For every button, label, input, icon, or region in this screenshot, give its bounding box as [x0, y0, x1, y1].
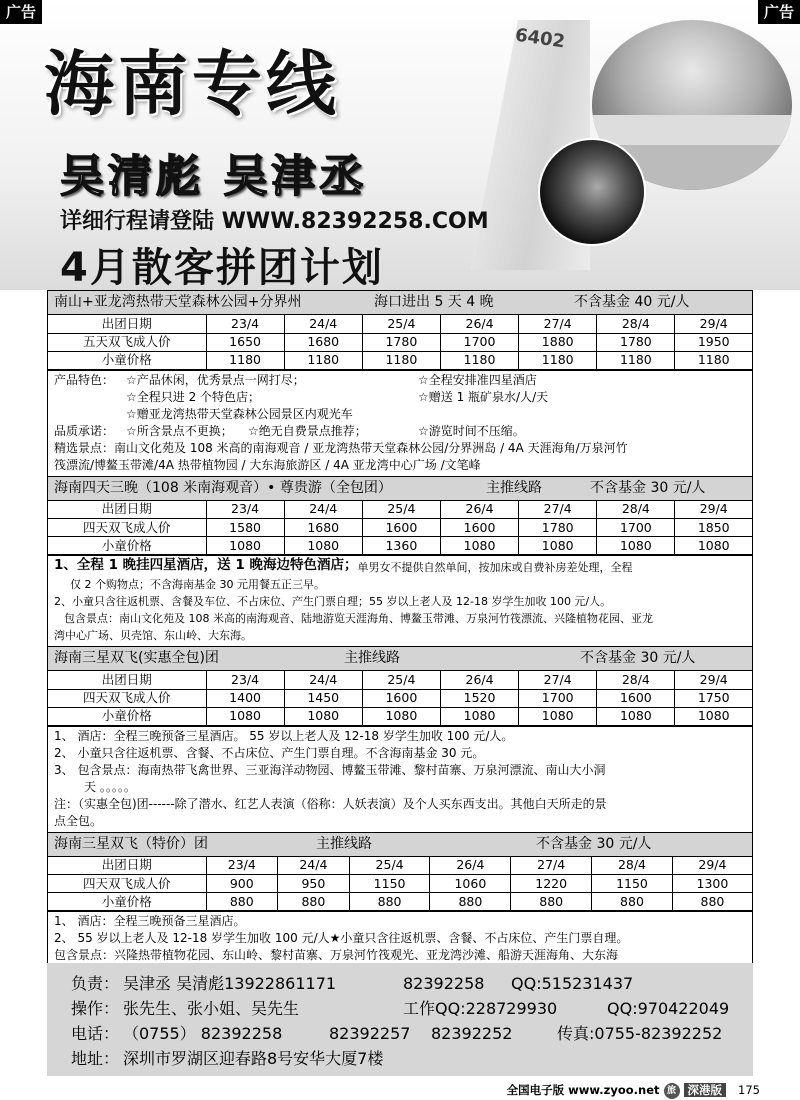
price-cell: 1520	[440, 689, 518, 707]
ad-label-left: 广告	[0, 0, 42, 24]
price-cell: 1080	[206, 537, 284, 555]
page-title: 海南专线	[44, 43, 340, 125]
route-block	[47, 647, 753, 833]
price-cell: 1180	[440, 351, 518, 369]
header-banner	[0, 0, 800, 290]
price-cell: 900	[206, 875, 278, 893]
price-cell: 1650	[206, 333, 284, 351]
route-tag: 主推线路	[486, 479, 542, 496]
price-cell: 1950	[675, 333, 752, 351]
note-line: 单男女不提供自然单间，按加床或自费补房差处理，全程	[357, 561, 633, 574]
route-title: 海南四天三晚（108 米南海观音）• 尊贵游（全包团）	[54, 479, 392, 496]
note-line: 注：（实惠全包)团------除了潜水、红艺人表演（俗称：人妖表演）及个人买东西支出。其他白天所走的景	[54, 796, 607, 811]
promise-label: 品质承诺：	[54, 423, 115, 438]
route-block	[47, 290, 753, 477]
price-cell: 880	[206, 893, 278, 911]
promise-item: ☆所含景点不更换；	[126, 423, 233, 438]
date-cell: 28/4	[592, 857, 673, 875]
contact-address-line	[71, 1046, 753, 1071]
page-number: 175	[738, 1083, 760, 1097]
child-label: 小童价格	[48, 893, 206, 911]
child-label: 小童价格	[48, 707, 206, 725]
child-price-row	[48, 707, 752, 725]
price-cell: 880	[672, 893, 752, 911]
price-cell: 1080	[440, 537, 518, 555]
price-cell: 1220	[511, 875, 592, 893]
date-cell: 25/4	[349, 857, 430, 875]
route-block	[47, 477, 753, 648]
price-cell: 1880	[519, 333, 597, 351]
dates-row	[48, 857, 752, 875]
ad-label-right: 广告	[758, 0, 800, 24]
price-cell: 1780	[597, 333, 675, 351]
price-cell: 1080	[597, 537, 675, 555]
price-cell: 1180	[362, 351, 440, 369]
dates-label: 出团日期	[48, 857, 206, 875]
dates-row	[48, 501, 752, 519]
plan-heading: 4月散客拼团计划	[60, 245, 384, 290]
dates-row	[48, 671, 752, 689]
manager-value: 吴津丞 吴清彪13922861171	[123, 974, 337, 993]
dates-label: 出团日期	[48, 315, 206, 333]
date-cell: 29/4	[675, 671, 752, 689]
note-line: 天 。。。。。	[84, 779, 136, 794]
date-cell: 29/4	[675, 315, 752, 333]
spots-line: 精选景点：南山文化苑及 108 米高的南海观音 / 亚龙湾热带天堂森林公园/分界洲岛 / 4A 天涯海角/万泉河竹	[54, 440, 628, 455]
price-cell: 1080	[206, 707, 284, 725]
phone-value: 82392252	[431, 1024, 513, 1043]
publisher-logo-icon: 旅	[664, 1083, 680, 1099]
price-cell: 1180	[597, 351, 675, 369]
note-line: 包含景点：兴隆热带植物花园、东山岭、黎村苗寨、万泉河竹筏观光、亚龙湾沙滩、船游天涯海角、大东海	[54, 948, 619, 962]
feature-item: ☆全程只进 2 个特色店；	[126, 389, 261, 404]
feature-item: ☆产品休闲，优秀景点一网打尽；	[126, 372, 305, 387]
routes-section	[47, 290, 753, 984]
operator-label: 操作：	[71, 999, 120, 1018]
feature-label: 产品特色：	[54, 372, 115, 387]
note-line: 包含景点：南山文化苑及 108 米高的南海观音、陆地游览天涯海角、博鳌玉带滩、万泉河竹筏漂流、兴隆植物花园、亚龙	[64, 612, 653, 625]
note-line: 1、 酒店：全程三晚预备三星酒店。 55 岁以上老人及 12-18 岁学生加收 100 元/人。	[54, 728, 514, 743]
price-cell: 1080	[284, 537, 362, 555]
contact-manager-line	[71, 971, 753, 996]
date-cell: 25/4	[362, 671, 440, 689]
note-line: 点全包。	[54, 813, 103, 828]
price-cell: 950	[278, 875, 350, 893]
manager-phone: 82392258	[403, 974, 485, 993]
date-cell: 29/4	[672, 857, 752, 875]
price-cell: 880	[592, 893, 673, 911]
price-cell: 1360	[362, 537, 440, 555]
route-header	[48, 477, 752, 501]
work-qq: 工作QQ:228729930	[403, 999, 558, 1018]
price-cell: 1080	[519, 707, 597, 725]
price-cell: 880	[278, 893, 350, 911]
note-line: 2、 55 岁以上老人及 12-18 岁学生加收 100 元/人★小童只含往返机票、含餐、不占床位、产生门票自理。	[54, 931, 629, 945]
price-cell: 1750	[675, 689, 752, 707]
route-notes	[48, 726, 752, 832]
feature-item: ☆赠亚龙湾热带天堂森林公园景区内观光车	[126, 406, 353, 421]
feature-item: ☆全程安排准四星酒店	[418, 372, 537, 387]
date-cell: 23/4	[206, 857, 278, 875]
adult-label: 四天双飞成人价	[48, 875, 206, 893]
phone-label: 电话：	[71, 1024, 120, 1043]
contact-panel	[47, 963, 753, 1076]
footer-site[interactable]: 全国电子版 www.zyoo.net	[506, 1083, 660, 1097]
route-fee: 不含基金 40 元/人	[574, 294, 690, 310]
note-line: 1、全程 1 晚挂四星酒店，送 1 晚海边特色酒店；	[54, 557, 358, 573]
price-cell: 1700	[440, 333, 518, 351]
price-cell: 1080	[675, 537, 752, 555]
price-table	[48, 315, 752, 370]
route-header	[48, 833, 752, 857]
date-cell: 24/4	[284, 315, 362, 333]
child-price-row	[48, 351, 752, 369]
address-value: 深圳市罗湖区迎春路8号安华大厦7楼	[123, 1049, 384, 1068]
page-footer	[0, 1080, 800, 1100]
route-title: 南山+亚龙湾热带天堂森林公园+分界州	[54, 294, 302, 310]
price-table	[48, 501, 752, 556]
date-cell: 24/4	[284, 671, 362, 689]
route-block	[47, 833, 753, 985]
date-cell: 28/4	[597, 501, 675, 519]
route-notes	[48, 555, 752, 646]
date-cell: 27/4	[519, 315, 597, 333]
date-cell: 23/4	[206, 315, 284, 333]
dates-label: 出团日期	[48, 501, 206, 519]
route-fee: 不含基金 30 元/人	[536, 835, 652, 852]
dancer-photo	[538, 138, 646, 246]
route-tag: 主推线路	[316, 835, 372, 852]
price-cell: 1180	[206, 351, 284, 369]
date-cell: 27/4	[519, 501, 597, 519]
child-price-row	[48, 893, 752, 911]
price-cell: 1400	[206, 689, 284, 707]
price-cell: 1580	[206, 519, 284, 537]
agent-names: 吴清彪 吴津丞	[60, 151, 368, 202]
manager-label: 负责：	[71, 974, 120, 993]
price-cell: 1080	[519, 537, 597, 555]
edition-label: 深港版	[684, 1083, 727, 1097]
adult-price-row	[48, 333, 752, 351]
price-cell: 1080	[675, 707, 752, 725]
price-cell: 1600	[597, 689, 675, 707]
date-cell: 26/4	[440, 671, 518, 689]
price-cell: 1450	[284, 689, 362, 707]
price-cell: 880	[349, 893, 430, 911]
route-header	[48, 291, 752, 315]
child-label: 小童价格	[48, 537, 206, 555]
date-cell: 26/4	[440, 315, 518, 333]
promise-item: ☆游览时间不压缩。	[418, 423, 525, 438]
spots-line: 筏漂流/博鳌玉带滩/4A 热带植物园 / 大东海旅游区 / 4A 亚龙湾中心广场 /文笔峰	[54, 457, 481, 472]
price-cell: 1300	[672, 875, 752, 893]
dates-row	[48, 315, 752, 333]
price-cell: 1680	[284, 333, 362, 351]
price-cell: 1150	[349, 875, 430, 893]
promise-item: ☆绝无自费景点推荐；	[248, 423, 367, 438]
date-cell: 28/4	[597, 671, 675, 689]
date-cell: 26/4	[440, 501, 518, 519]
note-line: 3、 包含景点：海南热带飞禽世界、三亚海洋动物园、博鳌玉带滩、黎村苗寨、万泉河漂流、南山大小洞	[54, 762, 606, 777]
date-cell: 25/4	[362, 315, 440, 333]
date-cell: 28/4	[597, 315, 675, 333]
adult-label: 四天双飞成人价	[48, 519, 206, 537]
child-label: 小童价格	[48, 351, 206, 369]
route-header	[48, 647, 752, 671]
date-cell: 24/4	[278, 857, 350, 875]
price-table	[48, 857, 752, 912]
price-cell: 1600	[362, 519, 440, 537]
price-cell: 1780	[362, 333, 440, 351]
date-cell: 29/4	[675, 501, 752, 519]
date-cell: 26/4	[430, 857, 511, 875]
adult-price-row	[48, 519, 752, 537]
note-line: 仅 2 个购物点；不含海南基金 30 元用餐五正三早。	[70, 578, 325, 591]
route-fee: 不含基金 30 元/人	[580, 650, 696, 666]
date-cell: 23/4	[206, 671, 284, 689]
sail-number: 6402	[513, 24, 567, 53]
price-cell: 1080	[284, 707, 362, 725]
dates-label: 出团日期	[48, 671, 206, 689]
route-notes	[48, 370, 752, 476]
contact-operator-line	[71, 996, 753, 1021]
date-cell: 23/4	[206, 501, 284, 519]
price-cell: 1700	[519, 689, 597, 707]
price-cell: 1080	[362, 707, 440, 725]
route-title: 海南三星双飞(实惠全包)团	[54, 650, 219, 666]
address-label: 地址：	[71, 1049, 120, 1068]
note-line: 2、小童只含往返机票、含餐及车位、不占床位、产生门票自理；55 岁以上老人及 12-18 岁学生加收 100 元/人。	[54, 595, 612, 608]
price-cell: 1080	[440, 707, 518, 725]
price-cell: 1180	[519, 351, 597, 369]
child-price-row	[48, 537, 752, 555]
adult-price-row	[48, 875, 752, 893]
price-cell: 1150	[592, 875, 673, 893]
price-cell: 1850	[675, 519, 752, 537]
price-cell: 1060	[430, 875, 511, 893]
note-line: 湾中心广场、贝壳馆、东山岭、大东海。	[54, 629, 252, 642]
date-cell: 25/4	[362, 501, 440, 519]
date-cell: 27/4	[519, 671, 597, 689]
price-cell: 1080	[597, 707, 675, 725]
price-cell: 1600	[362, 689, 440, 707]
price-cell: 1600	[440, 519, 518, 537]
contact-phone-line	[71, 1021, 753, 1046]
price-cell: 880	[511, 893, 592, 911]
price-cell: 1180	[675, 351, 752, 369]
route-tag: 海口进出 5 天 4 晚	[374, 294, 494, 310]
price-cell: 1180	[284, 351, 362, 369]
price-table	[48, 671, 752, 726]
route-title: 海南三星双飞（特价）团	[54, 835, 208, 852]
adult-label: 四天双飞成人价	[48, 689, 206, 707]
feature-item: ☆赠送 1 瓶矿泉水/人/天	[418, 389, 549, 404]
route-fee: 不含基金 30 元/人	[590, 479, 706, 496]
website-link[interactable]: 详细行程请登陆 WWW.82392258.COM	[60, 209, 489, 234]
adult-price-row	[48, 689, 752, 707]
route-tag: 主推线路	[344, 650, 400, 666]
fax-value: 传真:0755-82392252	[557, 1024, 723, 1043]
phone-value: （0755） 82392258	[123, 1024, 283, 1043]
adult-label: 五天双飞成人价	[48, 333, 206, 351]
price-cell: 1700	[597, 519, 675, 537]
price-cell: 1680	[284, 519, 362, 537]
qq-value: QQ:515231437	[511, 974, 634, 993]
operator-value: 张先生、张小姐、吴先生	[123, 999, 300, 1018]
date-cell: 27/4	[511, 857, 592, 875]
note-line: 2、 小童只含往返机票、含餐、不占床位、产生门票自理。不含海南基金 30 元。	[54, 745, 485, 760]
phone-value: 82392257	[329, 1024, 411, 1043]
date-cell: 24/4	[284, 501, 362, 519]
price-cell: 880	[430, 893, 511, 911]
price-cell: 1780	[519, 519, 597, 537]
note-line: 1、 酒店：全程三晚预备三星酒店。	[54, 914, 246, 928]
qq-value: QQ:970422049	[607, 999, 730, 1018]
